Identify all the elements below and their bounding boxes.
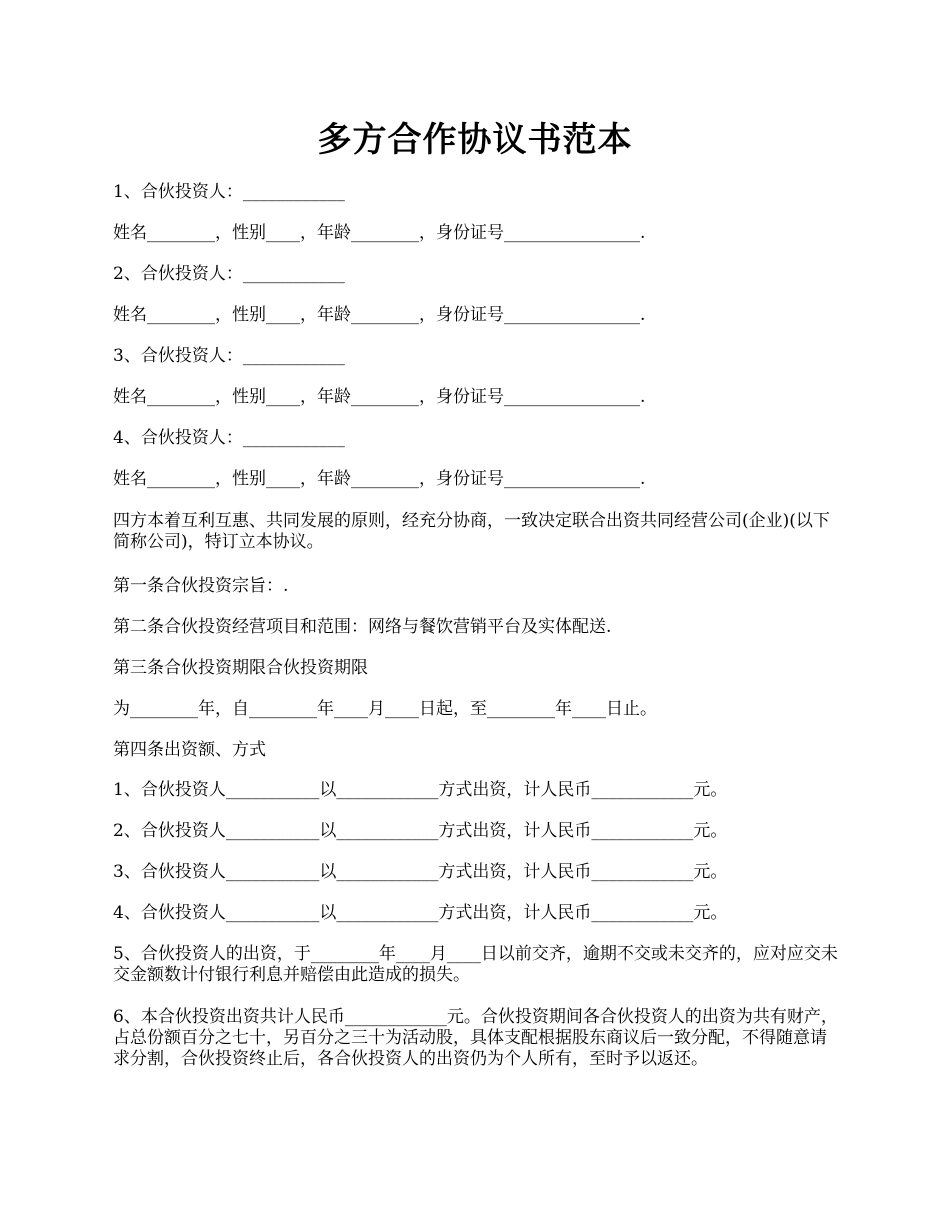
article-3-title: 第三条合伙投资期限合伙投资期限 bbox=[113, 658, 368, 678]
partner-4-info: 姓名________，性别____，年龄________，身份证号________________. bbox=[113, 469, 646, 489]
article-2: 第二条合伙投资经营项目和范围：网络与餐饮营销平台及实体配送. bbox=[113, 617, 612, 637]
contribution-1: 1、合伙投资人___________以____________方式出资，计人民币____________元。 bbox=[113, 780, 728, 800]
article-4-title: 第四条出资额、方式 bbox=[113, 740, 266, 760]
partner-2-info: 姓名________，性别____，年龄________，身份证号________________. bbox=[113, 305, 646, 325]
clause-5: 5、合伙投资人的出资，于________年____月____日以前交齐，逾期不交或未交齐的，应对应交未交金额数计付银行利息并赔偿由此造成的损失。 bbox=[113, 944, 838, 985]
partner-1-info: 姓名________，性别____，年龄________，身份证号________________. bbox=[113, 223, 646, 243]
contribution-4: 4、合伙投资人___________以____________方式出资，计人民币____________元。 bbox=[113, 903, 728, 923]
article-3-body: 为________年，自________年____月____日起，至________年____日止。 bbox=[113, 699, 657, 719]
preamble-paragraph: 四方本着互利互惠、共同发展的原则，经充分协商，一致决定联合出资共同经营公司(企业)(以下简称公司)，特订立本协议。 bbox=[113, 511, 830, 552]
partner-3-header: 3、合伙投资人：____________ bbox=[113, 346, 345, 366]
partner-1-header: 1、合伙投资人：____________ bbox=[113, 182, 345, 202]
partner-3-info: 姓名________，性别____，年龄________，身份证号________________. bbox=[113, 387, 646, 407]
article-1: 第一条合伙投资宗旨：. bbox=[113, 576, 289, 596]
partner-2-header: 2、合伙投资人：____________ bbox=[113, 264, 345, 284]
clause-6: 6、本合伙投资出资共计人民币____________元。合伙投资期间各合伙投资人的出资为共有财产，占总份额百分之七十，另百分之三十为活动股，具体支配根据股东商议后一致分配，不得随意请求分割，合伙投资终止后，各合伙投资人的出资仍为个人所有，至时予以返还。 bbox=[113, 1007, 838, 1069]
document-title: 多方合作协议书范本 bbox=[317, 120, 633, 160]
partner-4-header: 4、合伙投资人：____________ bbox=[113, 428, 345, 448]
contribution-3: 3、合伙投资人___________以____________方式出资，计人民币____________元。 bbox=[113, 862, 728, 882]
contribution-2: 2、合伙投资人___________以____________方式出资，计人民币____________元。 bbox=[113, 821, 728, 841]
